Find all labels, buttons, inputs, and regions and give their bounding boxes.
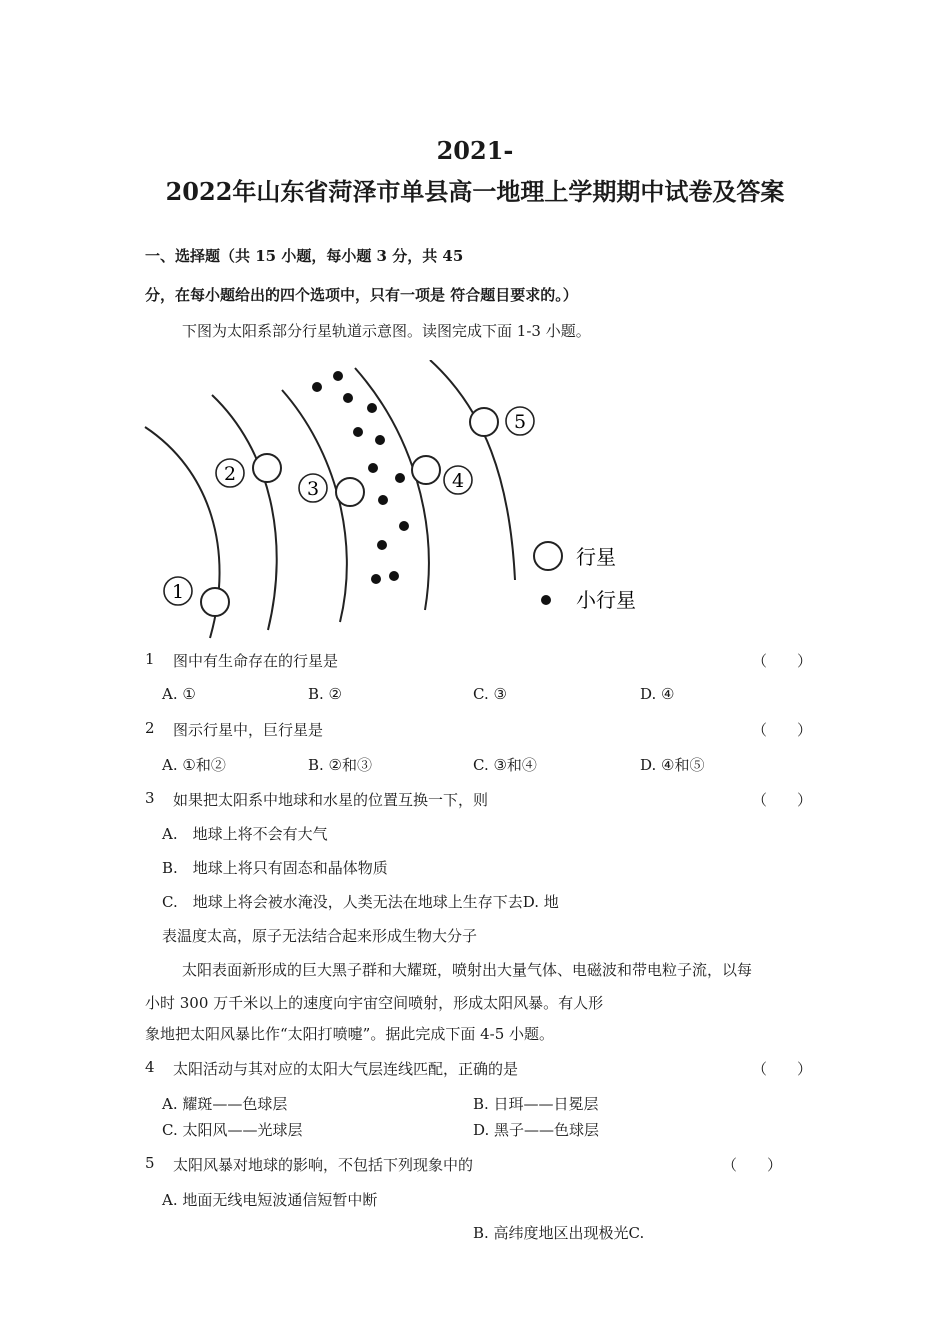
- q4-answer-blank: （ ）: [752, 1060, 813, 1078]
- legend-planet-symbol: [534, 542, 562, 570]
- q1-number: 1: [145, 650, 155, 668]
- q3-stem: 如果把太阳系中地球和水星的位置互换一下，则: [173, 791, 489, 809]
- q2-option-a: A. ①和②: [162, 756, 226, 774]
- q3-option-d: 表温度太高，原子无法结合起来形成生物大分子: [162, 927, 478, 945]
- q2-answer-blank: （ ）: [752, 721, 813, 739]
- label-1: 1: [171, 581, 185, 603]
- planet-3: [336, 478, 364, 506]
- q1-stem: 图中有生命存在的行星是: [173, 652, 339, 670]
- q1-option-a: A. ①: [162, 685, 196, 703]
- q5-stem: 太阳风暴对地球的影响，不包括下列现象中的: [173, 1156, 474, 1174]
- q5-answer-blank: （ ）: [722, 1156, 783, 1174]
- legend-planet-label: 行星: [576, 545, 616, 569]
- q4-number: 4: [145, 1058, 155, 1076]
- label-2: 2: [223, 463, 237, 485]
- q1-option-d: D. ④: [640, 685, 675, 703]
- q5-option-b: B. 高纬度地区出现极光C.: [473, 1224, 645, 1242]
- q4-option-d: D. 黑子——色球层: [473, 1121, 600, 1139]
- q4-stem: 太阳活动与其对应的太阳大气层连线匹配，正确的是: [173, 1060, 519, 1078]
- q2-number: 2: [145, 719, 155, 737]
- orbit-diagram: [140, 360, 660, 645]
- asteroid-belt: [312, 371, 409, 584]
- title-line-2: 2022年山东省菏泽市单县高一地理上学期期中试卷及答案: [165, 177, 785, 206]
- section-header-line-1: 一、选择题（共 15 小题，每小题 3 分，共 45: [145, 247, 464, 265]
- legend-asteroid-label: 小行星: [576, 588, 636, 612]
- q5-number: 5: [145, 1154, 155, 1172]
- q1-option-b: B. ②: [308, 685, 343, 703]
- orbit-3: [282, 390, 347, 622]
- label-4: 4: [451, 470, 465, 492]
- q4-option-b: B. 日珥——日冕层: [473, 1095, 599, 1113]
- q3-option-c: C. 地球上将会被水淹没，人类无法在地球上生存下去D. 地: [162, 893, 559, 911]
- q2-option-d: D. ④和⑤: [640, 756, 705, 774]
- intro-2-line-2: 小时 300 万千米以上的速度向宇宙空间喷射，形成太阳风暴。有人形: [145, 994, 604, 1012]
- label-3: 3: [306, 478, 320, 500]
- q4-option-c: C. 太阳风——光球层: [162, 1121, 303, 1139]
- section-header-line-2: 分，在每小题给出的四个选项中，只有一项是 符合题目要求的。）: [145, 286, 578, 304]
- intro-2-line-3: 象地把太阳风暴比作“太阳打喷嚏”。据此完成下面 4-5 小题。: [145, 1025, 555, 1043]
- q3-number: 3: [145, 789, 155, 807]
- planet-2: [253, 454, 281, 482]
- q5-option-a: A. 地面无线电短波通信短暂中断: [162, 1191, 378, 1209]
- q3-option-a: A. 地球上将不会有大气: [162, 825, 328, 843]
- legend-asteroid-symbol: [541, 595, 551, 605]
- planet-5: [470, 408, 498, 436]
- q2-option-b: B. ②和③: [308, 756, 373, 774]
- q4-option-a: A. 耀斑——色球层: [162, 1095, 288, 1113]
- q3-option-b: B. 地球上将只有固态和晶体物质: [162, 859, 388, 877]
- title-line-1: 2021-: [436, 136, 514, 165]
- q3-answer-blank: （ ）: [752, 791, 813, 809]
- intro-1: 下图为太阳系部分行星轨道示意图。读图完成下面 1-3 小题。: [182, 322, 591, 340]
- q2-stem: 图示行星中，巨行星是: [173, 721, 324, 739]
- label-5: 5: [513, 411, 527, 433]
- intro-2-line-1: 太阳表面新形成的巨大黑子群和大耀斑，喷射出大量气体、电磁波和带电粒子流，以每: [182, 961, 753, 979]
- orbit-5: [430, 360, 515, 580]
- q2-option-c: C. ③和④: [473, 756, 537, 774]
- planet-4: [412, 456, 440, 484]
- q1-answer-blank: （ ）: [752, 652, 813, 670]
- planet-1: [201, 588, 229, 616]
- q1-option-c: C. ③: [473, 685, 507, 703]
